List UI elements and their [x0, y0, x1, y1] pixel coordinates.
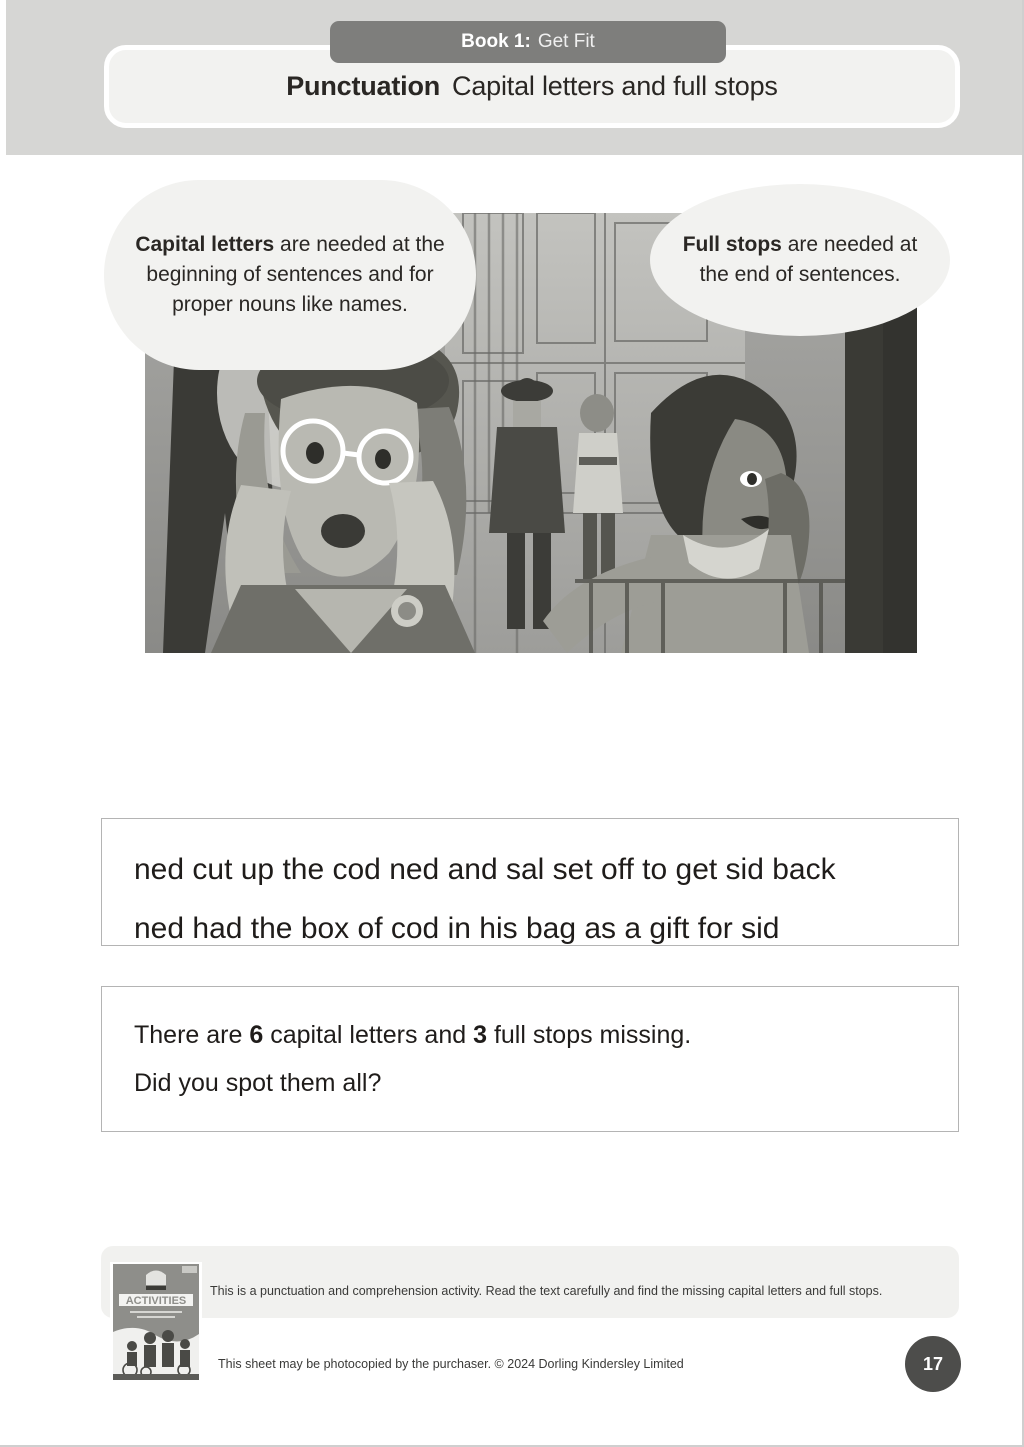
page-number-badge: 17 [905, 1336, 961, 1392]
footer-copyright: This sheet may be photocopied by the purchaser. © 2024 Dorling Kindersley Limited [218, 1357, 684, 1371]
hint-line-2: Did you spot them all? [134, 1069, 382, 1097]
tip-bubble-capital-letters-text [122, 230, 458, 319]
sentence-line-1: ned cut up the cod ned and sal set off to get sid back [134, 853, 836, 886]
footer-activity-note: This is a punctuation and comprehension activity. Read the text carefully and find the missing capital letters and full stops. [210, 1284, 883, 1298]
book-tag-number: Book 1: [461, 31, 531, 52]
tip-bubble-capital-letters-rest: are needed at the beginning of sentences and for proper nouns like names. [146, 233, 445, 316]
svg-text:ACTIVITIES: ACTIVITIES [125, 1295, 187, 1307]
book-tag [330, 21, 726, 63]
tip-bubble-capital-letters-strong: Capital letters [135, 233, 275, 257]
footer-panel [101, 1246, 959, 1318]
tip-bubble-full-stops-strong: Full stops [682, 233, 782, 257]
hint-box [101, 986, 959, 1132]
hint-stops-count: 3 [473, 1021, 487, 1049]
page-title-topic: Punctuation [286, 71, 441, 101]
sentences-box [101, 818, 959, 946]
hint-text-part3: full stops missing. [487, 1021, 692, 1049]
hint-text-part1: There are [134, 1021, 250, 1049]
sentence-line-2: ned had the box of cod in his bag as a gift for sid [134, 911, 780, 945]
tip-bubble-full-stops [650, 184, 950, 336]
tip-bubble-full-stops-rest: are needed at the end of sentences. [699, 233, 918, 286]
book-cover-thumbnail [110, 1262, 202, 1382]
hint-text-part2: capital letters and [263, 1021, 474, 1049]
book-tag-name: Get Fit [537, 31, 595, 52]
page-title [286, 71, 777, 102]
tip-bubble-capital-letters [104, 180, 476, 370]
tip-bubble-full-stops-text [668, 230, 932, 290]
hint-line-1 [134, 1011, 926, 1059]
book-cover-graphic [110, 1262, 202, 1382]
hint-capitals-count: 6 [249, 1021, 264, 1049]
page-title-subject: Capital letters and full stops [452, 71, 778, 101]
